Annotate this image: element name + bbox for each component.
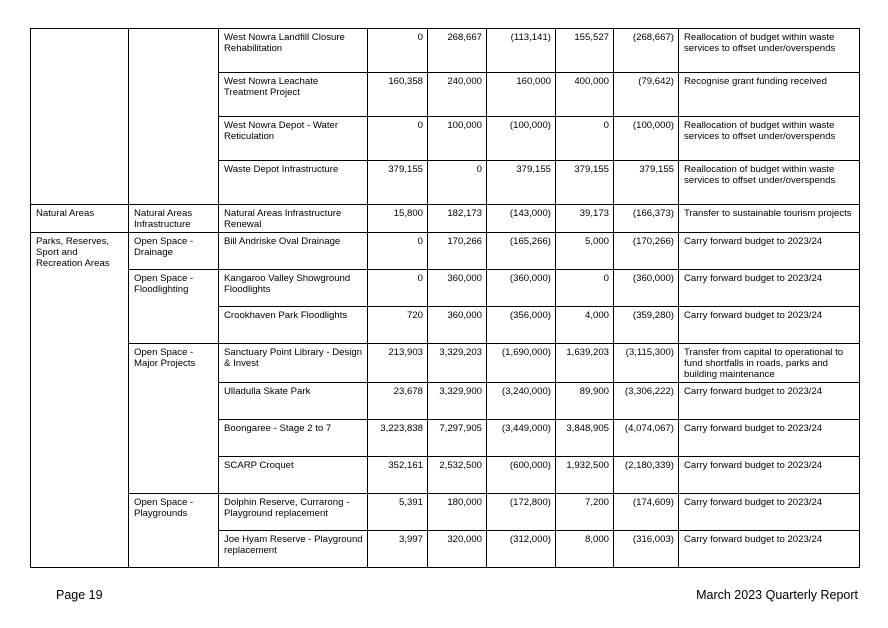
- value-cell: (113,141): [487, 29, 556, 73]
- value-cell: 0: [368, 233, 428, 270]
- project-cell: Joe Hyam Reserve - Playground replacement: [219, 531, 368, 568]
- table-row: [31, 344, 860, 383]
- table-row: [31, 494, 860, 531]
- budget-table: [30, 28, 860, 568]
- project-cell: Kangaroo Valley Showground Floodlights: [219, 270, 368, 307]
- value-cell: 0: [368, 117, 428, 161]
- project-cell: West Nowra Depot - Water Reticulation: [219, 117, 368, 161]
- value-cell: (3,240,000): [487, 383, 556, 420]
- page-number: Page 19: [56, 588, 103, 602]
- value-cell: 379,155: [556, 161, 614, 205]
- value-cell: 400,000: [556, 73, 614, 117]
- value-cell: 23,678: [368, 383, 428, 420]
- value-cell: 160,000: [487, 73, 556, 117]
- comment-cell: Transfer from capital to operational to fund shortfalls in roads, parks and building maintenance: [679, 344, 860, 383]
- value-cell: 89,900: [556, 383, 614, 420]
- value-cell: (356,000): [487, 307, 556, 344]
- value-cell: (359,280): [614, 307, 679, 344]
- table-row: [31, 233, 860, 270]
- project-cell: Crookhaven Park Floodlights: [219, 307, 368, 344]
- comment-cell: Carry forward budget to 2023/24: [679, 457, 860, 494]
- comment-cell: Carry forward budget to 2023/24: [679, 383, 860, 420]
- value-cell: 8,000: [556, 531, 614, 568]
- value-cell: 3,329,900: [428, 383, 487, 420]
- comment-cell: Carry forward budget to 2023/24: [679, 233, 860, 270]
- value-cell: (360,000): [487, 270, 556, 307]
- table-row: [31, 270, 860, 307]
- value-cell: (79,642): [614, 73, 679, 117]
- value-cell: (600,000): [487, 457, 556, 494]
- project-cell: Natural Areas Infrastructure Renewal: [219, 205, 368, 233]
- value-cell: 155,527: [556, 29, 614, 73]
- value-cell: 15,800: [368, 205, 428, 233]
- value-cell: 268,667: [428, 29, 487, 73]
- project-cell: Dolphin Reserve, Currarong - Playground replacement: [219, 494, 368, 531]
- project-cell: West Nowra Landfill Closure Rehabilitation: [219, 29, 368, 73]
- comment-cell: Reallocation of budget within waste services to offset under/overspends: [679, 29, 860, 73]
- value-cell: (174,609): [614, 494, 679, 531]
- value-cell: 39,173: [556, 205, 614, 233]
- value-cell: (268,667): [614, 29, 679, 73]
- value-cell: 0: [428, 161, 487, 205]
- value-cell: 3,997: [368, 531, 428, 568]
- comment-cell: Recognise grant funding received: [679, 73, 860, 117]
- value-cell: 3,329,203: [428, 344, 487, 383]
- value-cell: 360,000: [428, 307, 487, 344]
- project-cell: Ulladulla Skate Park: [219, 383, 368, 420]
- value-cell: 379,155: [614, 161, 679, 205]
- value-cell: 352,161: [368, 457, 428, 494]
- subgroup-cell: Open Space - Major Projects: [129, 344, 219, 494]
- value-cell: 170,266: [428, 233, 487, 270]
- project-cell: Bill Andriske Oval Drainage: [219, 233, 368, 270]
- subgroup-cell: Open Space - Floodlighting: [129, 270, 219, 344]
- value-cell: 4,000: [556, 307, 614, 344]
- value-cell: 360,000: [428, 270, 487, 307]
- value-cell: (166,373): [614, 205, 679, 233]
- value-cell: 213,903: [368, 344, 428, 383]
- table-row: [31, 29, 860, 73]
- subgroup-cell: [129, 29, 219, 205]
- value-cell: 1,639,203: [556, 344, 614, 383]
- value-cell: (100,000): [614, 117, 679, 161]
- group-cell: Parks, Reserves, Sport and Recreation Areas: [31, 233, 129, 568]
- value-cell: 3,223,838: [368, 420, 428, 457]
- project-cell: Sanctuary Point Library - Design & Invest: [219, 344, 368, 383]
- value-cell: 320,000: [428, 531, 487, 568]
- subgroup-cell: Open Space - Drainage: [129, 233, 219, 270]
- value-cell: 7,200: [556, 494, 614, 531]
- value-cell: 0: [556, 117, 614, 161]
- value-cell: 5,391: [368, 494, 428, 531]
- value-cell: 160,358: [368, 73, 428, 117]
- group-cell: [31, 29, 129, 205]
- value-cell: 240,000: [428, 73, 487, 117]
- value-cell: 182,173: [428, 205, 487, 233]
- value-cell: 7,297,905: [428, 420, 487, 457]
- value-cell: (100,000): [487, 117, 556, 161]
- subgroup-cell: Open Space - Playgrounds: [129, 494, 219, 568]
- value-cell: 379,155: [487, 161, 556, 205]
- value-cell: 180,000: [428, 494, 487, 531]
- comment-cell: Reallocation of budget within waste services to offset under/overspends: [679, 161, 860, 205]
- project-cell: Waste Depot Infrastructure: [219, 161, 368, 205]
- value-cell: 0: [368, 270, 428, 307]
- value-cell: (3,449,000): [487, 420, 556, 457]
- value-cell: (312,000): [487, 531, 556, 568]
- value-cell: 3,848,905: [556, 420, 614, 457]
- value-cell: 720: [368, 307, 428, 344]
- comment-cell: Carry forward budget to 2023/24: [679, 494, 860, 531]
- value-cell: (316,003): [614, 531, 679, 568]
- value-cell: 5,000: [556, 233, 614, 270]
- value-cell: (2,180,339): [614, 457, 679, 494]
- subgroup-cell: Natural Areas Infrastructure: [129, 205, 219, 233]
- group-cell: Natural Areas: [31, 205, 129, 233]
- value-cell: (4,074,067): [614, 420, 679, 457]
- value-cell: (165,266): [487, 233, 556, 270]
- value-cell: (1,690,000): [487, 344, 556, 383]
- comment-cell: Transfer to sustainable tourism projects: [679, 205, 860, 233]
- comment-cell: Carry forward budget to 2023/24: [679, 420, 860, 457]
- value-cell: 2,532,500: [428, 457, 487, 494]
- table-row: [31, 205, 860, 233]
- comment-cell: Carry forward budget to 2023/24: [679, 531, 860, 568]
- value-cell: 100,000: [428, 117, 487, 161]
- report-title: March 2023 Quarterly Report: [696, 588, 858, 602]
- comment-cell: Reallocation of budget within waste services to offset under/overspends: [679, 117, 860, 161]
- project-cell: West Nowra Leachate Treatment Project: [219, 73, 368, 117]
- value-cell: 0: [556, 270, 614, 307]
- comment-cell: Carry forward budget to 2023/24: [679, 270, 860, 307]
- value-cell: (360,000): [614, 270, 679, 307]
- value-cell: (3,115,300): [614, 344, 679, 383]
- value-cell: (170,266): [614, 233, 679, 270]
- value-cell: (172,800): [487, 494, 556, 531]
- value-cell: 0: [368, 29, 428, 73]
- value-cell: 1,932,500: [556, 457, 614, 494]
- project-cell: SCARP Croquet: [219, 457, 368, 494]
- value-cell: 379,155: [368, 161, 428, 205]
- value-cell: (143,000): [487, 205, 556, 233]
- comment-cell: Carry forward budget to 2023/24: [679, 307, 860, 344]
- project-cell: Boongaree - Stage 2 to 7: [219, 420, 368, 457]
- value-cell: (3,306,222): [614, 383, 679, 420]
